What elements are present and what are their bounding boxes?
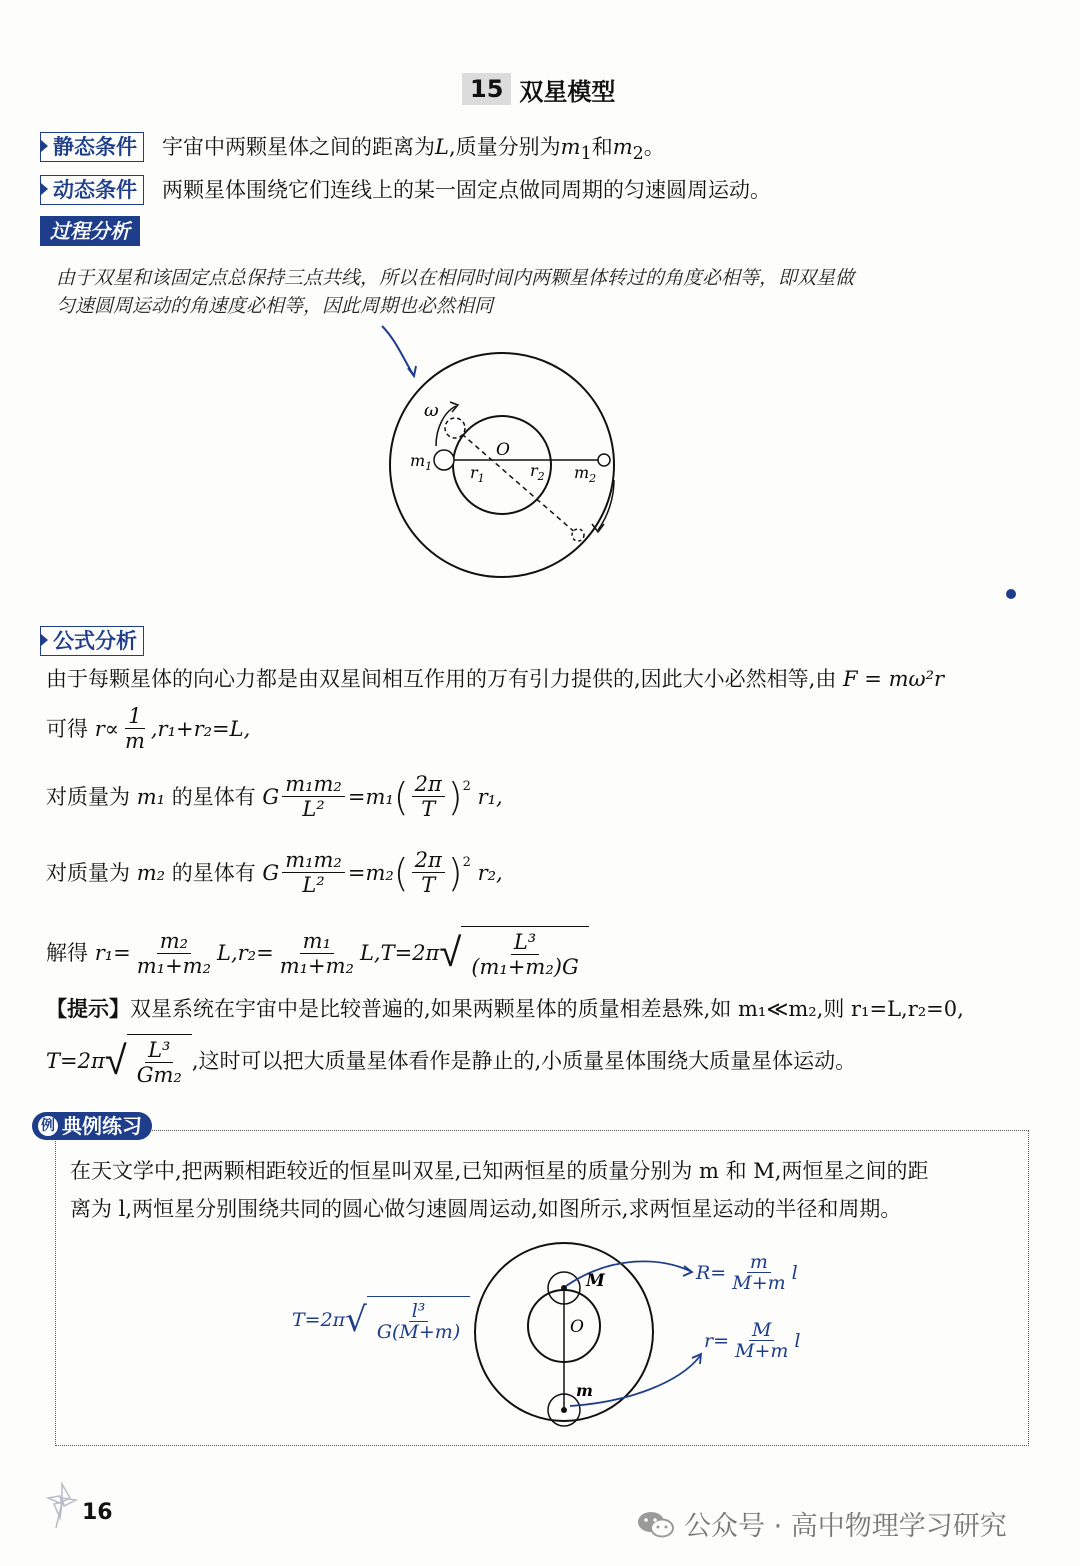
- star-m1-rotated: [445, 418, 465, 438]
- answer-R: R= $\frac{m}{M+m}$ l: [696, 1251, 798, 1294]
- example-diagram: [470, 1236, 710, 1436]
- handwritten-note-line1: 由于双星和该固定点总保持三点共线，所以在相同时间内两颗星体转过的角度必相等，即双星做: [56, 267, 855, 289]
- hint-line2: T=2π √ $\frac{\text{L³}}{\text{Gm₂}}$ ,这时可以把大质量星体看作是静止的,小质量星体围绕大质量星体运动。: [46, 1034, 856, 1088]
- omega-label: ω: [424, 400, 439, 421]
- dynamic-condition-tag: 动态条件: [40, 175, 144, 205]
- center-O-label: O: [496, 440, 510, 460]
- star-m2-rotated: [572, 529, 584, 541]
- formula-line1: 由于每颗星体的向心力都是由双星间相互作用的万有引力提供的,因此大小必然相等,由 F = mω²r: [46, 667, 945, 691]
- process-analysis-tag: 过程分析: [40, 216, 140, 246]
- wechat-watermark: [636, 1504, 1007, 1543]
- binary-star-diagram: [360, 320, 660, 610]
- section-heading: 双星模型: [519, 77, 616, 106]
- example-badge: [32, 1112, 152, 1140]
- m2-label: $m_2$: [574, 463, 597, 485]
- example-icon: 例: [38, 1116, 58, 1136]
- example-text-line2: 离为 l,两恒星分别围绕共同的圆心做匀速圆周运动,如图所示,求两恒星运动的半径和周期。: [70, 1197, 902, 1221]
- answer-r: r= $\frac{M}{M+m}$ l: [704, 1319, 801, 1362]
- formula-line5: 解得 r₁= $\frac{\text{m₂}}{\text{m₁+m₂}}$ L,r₂= $\frac{\text{m₁}}{\text{m₁+m₂}}$ L,T=2π √ $\frac{\text{L³}}{\text{(m₁+m₂)G}}$: [46, 926, 589, 980]
- section-title: [462, 68, 615, 110]
- page-number: 16: [82, 1500, 113, 1525]
- section-number: 15: [462, 73, 511, 105]
- m1-label: $m_1$: [410, 451, 433, 473]
- star-m1: [434, 450, 454, 470]
- handwritten-note-line2: 匀速圆周运动的角速度必相等，因此周期也必然相同: [56, 295, 494, 317]
- label-m: m: [576, 1381, 593, 1400]
- pinwheel-icon: [42, 1478, 84, 1530]
- label-M: M: [586, 1271, 605, 1291]
- hint-line1: 【提示】双星系统在宇宙中是比较普遍的,如果两颗星体的质量相差悬殊,如 m₁≪m₂,则 r₁=L,r₂=0,: [46, 997, 964, 1021]
- answer-T: T=2π √ $\frac{\text{l³}}{G(M+m)}$: [292, 1296, 470, 1344]
- static-condition-tag: 静态条件: [40, 132, 144, 162]
- dynamic-condition-text: 两颗星体围绕它们连线上的某一固定点做同周期的匀速圆周运动。: [162, 178, 771, 202]
- r2-label: $r_2$: [530, 461, 545, 483]
- example-text-line1: 在天文学中,把两颗相距较近的恒星叫双星,已知两恒星的质量分别为 m 和 M,两恒星之间的距: [70, 1159, 929, 1183]
- star-m2: [598, 454, 610, 466]
- formula-line3: 对质量为 m₁ 的星体有 G $\frac{\text{m₁m₂}}{\text{L²}}$ =m₁ ( $\frac{2\pi}{T}$ ) $^2$ r₁,: [46, 772, 503, 821]
- formula-analysis-tag: 公式分析: [40, 626, 144, 656]
- decorative-dot: [1006, 589, 1016, 599]
- formula-line4: 对质量为 m₂ 的星体有 G $\frac{\text{m₁m₂}}{\text{L²}}$ =m₂ ( $\frac{2\pi}{T}$ ) $^2$ r₂,: [46, 848, 503, 897]
- wechat-text: 公众号 · 高中物理学习研究: [684, 1511, 1007, 1542]
- r1-label: $r_1$: [470, 463, 485, 485]
- label-O: O: [570, 1317, 584, 1337]
- wechat-icon: [636, 1509, 676, 1539]
- static-condition-text: 宇宙中两颗星体之间的距离为L,质量分别为$m_1$和$m_2$。: [162, 135, 665, 165]
- arrow-R: [566, 1261, 692, 1286]
- example-label: 典例练习: [62, 1114, 142, 1138]
- formula-line2: 可得 r∝ $\frac{1}{m}$ ,r₁+r₂=L,: [46, 704, 251, 753]
